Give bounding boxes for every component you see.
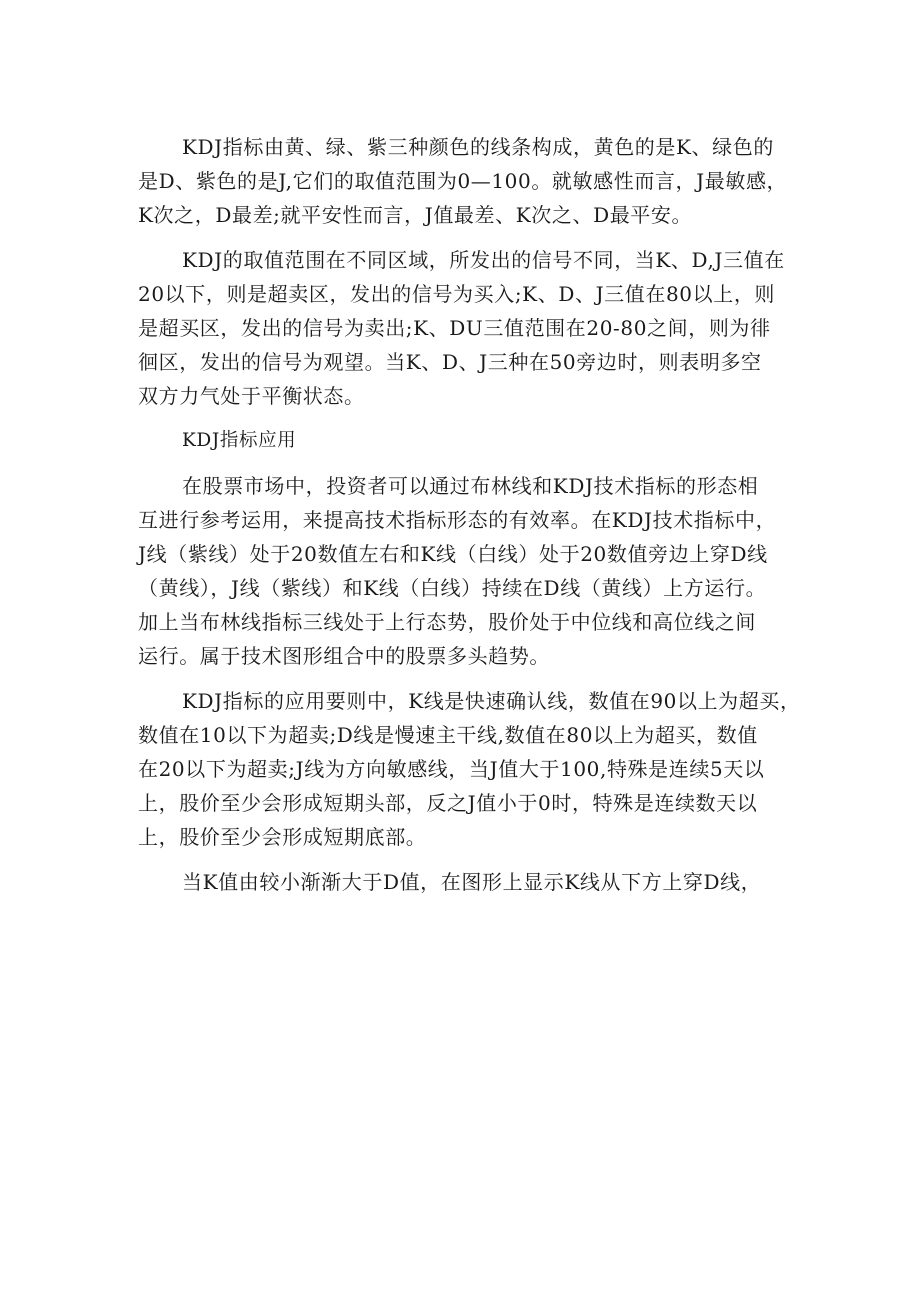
text-line: KDJ指标由黄、绿、紫三种颜色的线条构成，黄色的是K、绿色的 <box>182 135 774 159</box>
paragraph-k-crosses-d <box>138 865 788 899</box>
section-heading-kdj-application <box>138 424 788 458</box>
text-line: 上，股价至少会形成短期底部。 <box>138 825 427 849</box>
text-line: K次之，D最差;就平安性而言，J值最差、K次之、D最平安。 <box>138 203 693 227</box>
text-line: 互进行参考运用，来提高技术指标形态的有效率。在KDJ技术指标中， <box>138 508 777 532</box>
paragraph-kdj-definition <box>138 130 788 232</box>
text-line: 在20以下为超卖;J线为方向敏感线，当J值大于100,特殊是连续5天以 <box>138 757 765 781</box>
text-line: 是D、紫色的是J,它们的取值范围为0—100。就敏感性而言，J最敏感， <box>138 169 788 193</box>
text-line: 双方力气处于平衡状态。 <box>138 384 365 408</box>
text-line: KDJ指标的应用要则中，K线是快速确认线，数值在90以上为超买， <box>182 689 801 713</box>
text-line: 在股票市场中，投资者可以通过布林线和KDJ技术指标的形态相 <box>182 474 759 498</box>
text-line: 当K值由较小渐渐大于D值，在图形上显示K线从下方上穿D线， <box>182 870 762 894</box>
text-line: KDJ的取值范围在不同区域，所发出的信号不同，当K、D,J三值在 <box>182 248 785 272</box>
text-line: J线（紫线）处于20数值左右和K线（白线）处于20数值旁边上穿D线 <box>138 542 768 566</box>
document-body <box>138 130 801 910</box>
text-line: 徊区，发出的信号为观望。当K、D、J三种在50旁边时，则表明多空 <box>138 350 762 374</box>
heading-text: KDJ指标应用 <box>182 430 297 451</box>
text-line: 20以下，则是超卖区，发出的信号为买入;K、D、J三值在80以上，则 <box>138 282 776 306</box>
text-line: 加上当布林线指标三线处于上行态势，股价处于中位线和高位线之间 <box>138 610 756 634</box>
text-line: 上，股价至少会形成短期头部，反之J值小于0时，特殊是连续数天以 <box>138 791 758 815</box>
paragraph-bollinger-kdj <box>138 469 788 673</box>
paragraph-kdj-rules <box>138 684 801 854</box>
text-line: 是超买区，发出的信号为卖出;K、DU三值范围在20-80之间，则为徘 <box>138 316 771 340</box>
text-line: 数值在10以下为超卖;D线是慢速主干线,数值在80以上为超买，数值 <box>138 723 758 747</box>
text-line: 运行。属于技术图形组合中的股票多头趋势。 <box>138 644 550 668</box>
paragraph-kdj-ranges <box>138 243 788 413</box>
text-line: （黄线），J线（紫线）和K线（白线）持续在D线（黄线）上方运行。 <box>138 576 767 600</box>
